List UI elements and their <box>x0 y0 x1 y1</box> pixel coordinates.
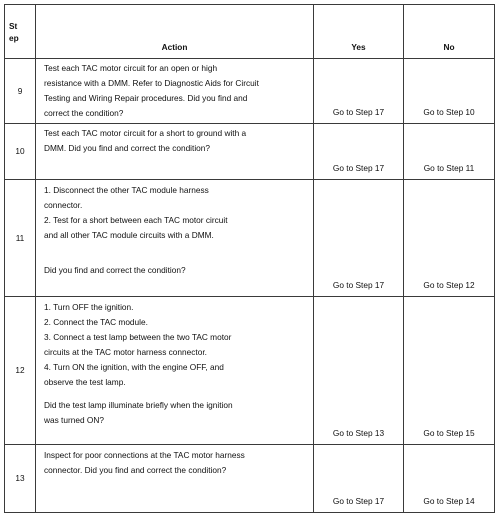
step-header <box>5 5 36 59</box>
yes-result: Go to Step 17 <box>314 180 404 297</box>
table-row <box>5 124 495 180</box>
action-line: resistance with a DMM. Refer to Diagnostic Aids for Circuit <box>44 78 259 88</box>
action-line: observe the test lamp. <box>44 377 126 387</box>
yes-result: Go to Step 17 <box>314 124 404 180</box>
action-header: Action <box>36 5 314 59</box>
no-header: No <box>404 5 495 59</box>
action-line: connector. Did you find and correct the condition? <box>44 465 227 475</box>
action-question: was turned ON? <box>44 415 104 425</box>
table-row <box>5 59 495 124</box>
action-question: Did you find and correct the condition? <box>44 265 186 275</box>
action-line: Test each TAC motor circuit for an open or high <box>44 63 218 73</box>
step-number: 11 <box>5 180 36 297</box>
action-line: circuits at the TAC motor harness connector. <box>44 347 207 357</box>
action-line: correct the condition? <box>44 108 124 118</box>
action-line: Testing and Wiring Repair procedures. Did you find and <box>44 93 248 103</box>
action-line: 2. Test for a short between each TAC motor circuit <box>44 215 228 225</box>
diagnostic-table <box>4 4 495 513</box>
no-result: Go to Step 15 <box>404 297 495 445</box>
step-number: 10 <box>5 124 36 180</box>
step-number: 9 <box>5 59 36 124</box>
action-cell <box>36 59 314 124</box>
table-row <box>5 297 495 445</box>
table-row <box>5 445 495 513</box>
step-number: 12 <box>5 297 36 445</box>
action-question: Did the test lamp illuminate briefly when the ignition <box>44 400 233 410</box>
no-result: Go to Step 12 <box>404 180 495 297</box>
no-result: Go to Step 14 <box>404 445 495 513</box>
action-cell <box>36 445 314 513</box>
action-line: Test each TAC motor circuit for a short to ground with a <box>44 128 247 138</box>
step-header-line-2: ep <box>9 32 19 43</box>
step-header-line-1: St <box>9 20 18 31</box>
action-line: and all other TAC module circuits with a DMM. <box>44 230 214 240</box>
header-row <box>5 5 495 59</box>
yes-result: Go to Step 17 <box>314 445 404 513</box>
table-row <box>5 180 495 297</box>
action-line: 3. Connect a test lamp between the two TAC motor <box>44 332 232 342</box>
action-cell <box>36 124 314 180</box>
yes-result: Go to Step 17 <box>314 59 404 124</box>
action-cell <box>36 180 314 297</box>
action-line: Inspect for poor connections at the TAC motor harness <box>44 450 245 460</box>
yes-result: Go to Step 13 <box>314 297 404 445</box>
no-result: Go to Step 10 <box>404 59 495 124</box>
step-number: 13 <box>5 445 36 513</box>
action-line: 1. Disconnect the other TAC module harness <box>44 185 209 195</box>
no-result: Go to Step 11 <box>404 124 495 180</box>
action-line: connector. <box>44 200 83 210</box>
yes-header: Yes <box>314 5 404 59</box>
action-line: 1. Turn OFF the ignition. <box>44 302 134 312</box>
action-line: DMM. Did you find and correct the condition? <box>44 143 211 153</box>
action-line: 4. Turn ON the ignition, with the engine OFF, and <box>44 362 224 372</box>
action-cell <box>36 297 314 445</box>
action-line: 2. Connect the TAC module. <box>44 317 148 327</box>
